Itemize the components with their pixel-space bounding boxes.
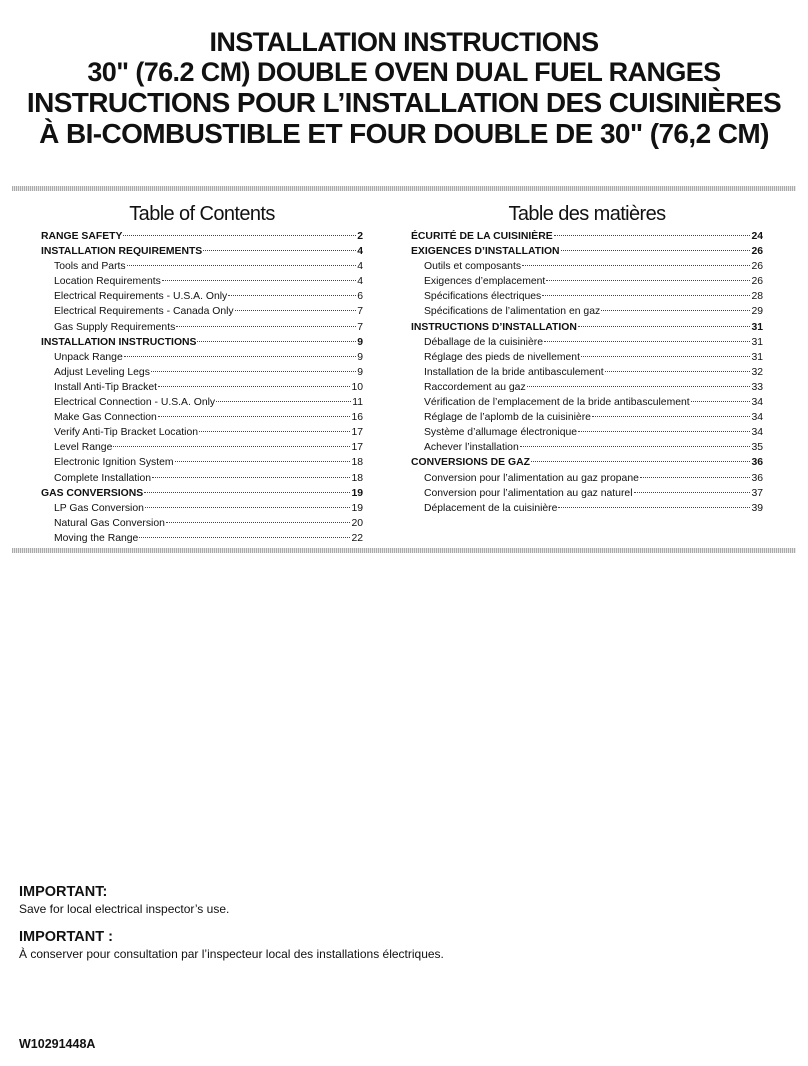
toc-entry-page: 17 <box>351 427 363 439</box>
toc-entry[interactable] <box>41 395 363 410</box>
toc-entry-label: Vérification de l’emplacement de la bride antibasculement <box>424 397 690 409</box>
toc-entry-page: 28 <box>751 291 763 303</box>
dot-leader <box>640 477 751 478</box>
toc-entry-page: 10 <box>351 381 363 393</box>
toc-entry[interactable] <box>411 289 763 304</box>
toc-entry-label: EXIGENCES D’INSTALLATION <box>411 246 560 258</box>
toc-entry-page: 9 <box>357 351 363 363</box>
toc-entry[interactable] <box>411 274 763 289</box>
dot-leader <box>554 235 751 236</box>
toc-entry-page: 39 <box>751 502 763 514</box>
toc-entry-page: 7 <box>357 321 363 333</box>
toc-entry-label: Verify Anti-Tip Bracket Location <box>54 427 198 439</box>
toc-entry-label: Install Anti-Tip Bracket <box>54 381 157 393</box>
title-line-1: INSTALLATION INSTRUCTIONS <box>209 27 599 57</box>
dot-leader <box>634 492 751 493</box>
toc-entry[interactable] <box>41 289 363 304</box>
toc-entry-label: Location Requirements <box>54 276 161 288</box>
toc-entry[interactable] <box>411 259 763 274</box>
dot-leader <box>561 250 751 251</box>
toc-entry[interactable] <box>41 259 363 274</box>
toc-entry-page: 26 <box>751 261 763 273</box>
toc-entry-label: Système d’allumage électronique <box>424 427 578 439</box>
dot-leader <box>176 326 356 327</box>
toc-entry[interactable] <box>411 410 763 425</box>
dot-leader <box>162 280 356 281</box>
dot-leader <box>522 265 750 266</box>
toc-entry-label: Adjust Leveling Legs <box>54 366 150 378</box>
toc-entry-page: 22 <box>351 532 363 544</box>
toc-entry-label: INSTALLATION REQUIREMENTS <box>41 246 203 258</box>
toc-entry-page: 19 <box>351 502 363 514</box>
toc-entry-page: 17 <box>351 442 363 454</box>
toc-entry-label: Unpack Range <box>54 351 123 363</box>
dot-leader <box>145 507 351 508</box>
toc-entry-label: Electrical Connection - U.S.A. Only <box>54 397 216 409</box>
toc-entry-page: 31 <box>751 351 763 363</box>
dot-leader <box>527 386 751 387</box>
toc-entry-label: ÉCURITÉ DE LA CUISINIÈRE <box>411 231 553 242</box>
toc-entry-page: 4 <box>357 261 363 273</box>
toc-entry-label: Natural Gas Conversion <box>54 517 165 529</box>
toc-entry[interactable] <box>41 516 363 531</box>
toc-entry[interactable] <box>411 244 763 259</box>
dot-leader <box>546 280 750 281</box>
toc-entry[interactable] <box>411 471 763 486</box>
toc-entry-label: Electrical Requirements - Canada Only <box>54 306 234 318</box>
toc-entry-label: Outils et composants <box>424 261 522 273</box>
toc-entry[interactable] <box>41 531 363 546</box>
toc-entry[interactable] <box>41 350 363 365</box>
toc-french-heading: Table des matières <box>508 203 666 225</box>
toc-entry-label: Exigences d’emplacement <box>424 276 546 288</box>
dot-leader <box>235 310 357 311</box>
important-text-fr: À conserver pour consultation par l’inspecteur local des installations électriques. <box>19 947 444 961</box>
toc-entry-page: 18 <box>351 457 363 469</box>
toc-entry-page: 18 <box>351 472 363 484</box>
toc-entry-page: 4 <box>357 246 363 258</box>
dot-leader <box>216 401 351 402</box>
toc-entry-label: CONVERSIONS DE GAZ <box>411 457 530 469</box>
dot-leader <box>151 371 356 372</box>
toc-entry-page: 34 <box>751 397 763 409</box>
toc-entry[interactable] <box>41 304 363 319</box>
toc-entry[interactable] <box>41 380 363 395</box>
toc-entry[interactable] <box>41 425 363 440</box>
dot-leader <box>578 326 751 327</box>
toc-entry-page: 24 <box>751 231 763 242</box>
toc-entry[interactable] <box>41 274 363 289</box>
table-of-contents <box>41 200 763 546</box>
toc-entry-label: Complete Installation <box>54 472 152 484</box>
dot-leader <box>152 477 350 478</box>
dot-leader <box>124 356 356 357</box>
toc-entry-page: 34 <box>751 427 763 439</box>
top-divider <box>12 186 796 191</box>
toc-entry-label: INSTRUCTIONS D’INSTALLATION <box>411 321 577 333</box>
toc-entry-label: Déballage de la cuisinière <box>424 336 543 348</box>
toc-entry-page: 6 <box>357 291 363 303</box>
document-title <box>0 0 808 149</box>
toc-entry[interactable] <box>41 229 363 244</box>
toc-entry[interactable] <box>41 471 363 486</box>
toc-entry[interactable] <box>411 380 763 395</box>
toc-entry-label: Spécifications électriques <box>424 291 542 303</box>
dot-leader <box>531 461 751 462</box>
toc-entry[interactable] <box>41 501 363 516</box>
toc-entry-label: LP Gas Conversion <box>54 502 144 514</box>
dot-leader <box>158 386 350 387</box>
toc-entry[interactable] <box>41 455 363 470</box>
toc-entry[interactable] <box>41 320 363 335</box>
toc-entry-page: 26 <box>751 276 763 288</box>
toc-entry-label: Déplacement de la cuisinière <box>424 502 558 514</box>
toc-entry-page: 20 <box>351 517 363 529</box>
dot-leader <box>578 431 750 432</box>
dot-leader <box>175 461 351 462</box>
toc-entry[interactable] <box>411 304 763 319</box>
toc-english-heading: Table of Contents <box>129 203 275 225</box>
toc-entry[interactable] <box>411 320 763 335</box>
toc-entry-page: 36 <box>751 472 763 484</box>
dot-leader <box>605 371 751 372</box>
title-line-3: INSTRUCTIONS POUR L’INSTALLATION DES CUISINIÈRES <box>26 87 782 118</box>
toc-entry-label: Level Range <box>54 442 113 454</box>
document-code: W10291448A <box>19 1037 96 1051</box>
toc-entry-label: Tools and Parts <box>54 261 126 273</box>
dot-leader <box>158 416 351 417</box>
toc-entry-label: INSTALLATION INSTRUCTIONS <box>41 336 197 348</box>
dot-leader <box>113 446 350 447</box>
toc-entry-page: 11 <box>352 397 363 409</box>
dot-leader <box>139 537 350 538</box>
toc-entry-label: Installation de la bride antibasculement <box>424 366 604 378</box>
toc-entry[interactable] <box>411 365 763 380</box>
toc-entry[interactable] <box>41 410 363 425</box>
title-line-4: À BI-COMBUSTIBLE ET FOUR DOUBLE DE 30" (76,2 CM) <box>39 118 769 149</box>
toc-entry-label: RANGE SAFETY <box>41 231 123 242</box>
toc-entry-label: Conversion pour l’alimentation au gaz naturel <box>424 487 633 499</box>
toc-english-list <box>41 229 363 546</box>
toc-entry-label: Electronic Ignition System <box>54 457 174 469</box>
toc-entry-page: 31 <box>751 336 763 348</box>
dot-leader <box>592 416 751 417</box>
dot-leader <box>123 235 356 236</box>
dot-leader <box>544 341 750 342</box>
important-heading-fr: IMPORTANT : <box>19 929 113 945</box>
toc-entry-page: 37 <box>751 487 763 499</box>
toc-entry-label: Réglage de l’aplomb de la cuisinière <box>424 412 591 424</box>
important-notices <box>19 884 444 974</box>
important-text-en: Save for local electrical inspector’s use. <box>19 902 230 916</box>
toc-entry-page: 31 <box>751 321 763 333</box>
toc-french-list <box>411 229 763 516</box>
toc-entry[interactable] <box>41 486 363 501</box>
toc-entry-page: 36 <box>751 457 763 469</box>
toc-entry-label: Electrical Requirements - U.S.A. Only <box>54 291 228 303</box>
dot-leader <box>127 265 357 266</box>
toc-french <box>411 200 763 546</box>
dot-leader <box>166 522 351 523</box>
dot-leader <box>197 341 356 342</box>
title-line-2: 30" (76.2 CM) DOUBLE OVEN DUAL FUEL RANGES <box>87 57 721 87</box>
toc-entry-label: Make Gas Connection <box>54 412 157 424</box>
toc-entry-label: Achever l’installation <box>424 442 519 454</box>
toc-entry[interactable] <box>411 425 763 440</box>
toc-entry-label: GAS CONVERSIONS <box>41 487 144 499</box>
dot-leader <box>581 356 750 357</box>
important-heading-en: IMPORTANT: <box>19 884 108 900</box>
toc-entry[interactable] <box>411 486 763 501</box>
toc-english <box>41 200 363 546</box>
bottom-divider <box>12 548 796 553</box>
toc-entry[interactable] <box>41 440 363 455</box>
dot-leader <box>601 310 750 311</box>
toc-entry-page: 16 <box>351 412 363 424</box>
toc-entry-label: Réglage des pieds de nivellement <box>424 351 580 363</box>
dot-leader <box>691 401 751 402</box>
toc-entry-page: 19 <box>351 487 363 499</box>
toc-entry[interactable] <box>411 440 763 455</box>
toc-entry-page: 34 <box>751 412 763 424</box>
dot-leader <box>520 446 751 447</box>
toc-entry[interactable] <box>411 501 763 516</box>
toc-entry-page: 33 <box>751 381 763 393</box>
toc-entry[interactable] <box>41 365 363 380</box>
dot-leader <box>228 295 356 296</box>
toc-entry-page: 4 <box>357 276 363 288</box>
toc-entry[interactable] <box>41 335 363 350</box>
toc-entry[interactable] <box>411 350 763 365</box>
toc-entry-page: 9 <box>357 366 363 378</box>
toc-entry-page: 35 <box>751 442 763 454</box>
toc-entry-label: Gas Supply Requirements <box>54 321 176 333</box>
toc-entry-label: Moving the Range <box>54 532 139 544</box>
toc-entry[interactable] <box>411 229 763 244</box>
dot-leader <box>558 507 750 508</box>
dot-leader <box>203 250 356 251</box>
dot-leader <box>199 431 350 432</box>
toc-entry-page: 26 <box>751 246 763 258</box>
toc-entry[interactable] <box>411 455 763 470</box>
toc-entry-page: 7 <box>357 306 363 318</box>
toc-entry-page: 29 <box>751 306 763 318</box>
toc-entry-label: Spécifications de l’alimentation en gaz <box>424 306 601 318</box>
toc-entry-label: Raccordement au gaz <box>424 381 526 393</box>
toc-entry[interactable] <box>411 395 763 410</box>
toc-entry-page: 32 <box>751 366 763 378</box>
toc-entry-page: 9 <box>357 336 363 348</box>
dot-leader <box>542 295 750 296</box>
toc-entry-page: 2 <box>357 231 363 242</box>
toc-entry[interactable] <box>41 244 363 259</box>
dot-leader <box>144 492 350 493</box>
toc-entry[interactable] <box>411 335 763 350</box>
toc-entry-label: Conversion pour l’alimentation au gaz propane <box>424 472 639 484</box>
